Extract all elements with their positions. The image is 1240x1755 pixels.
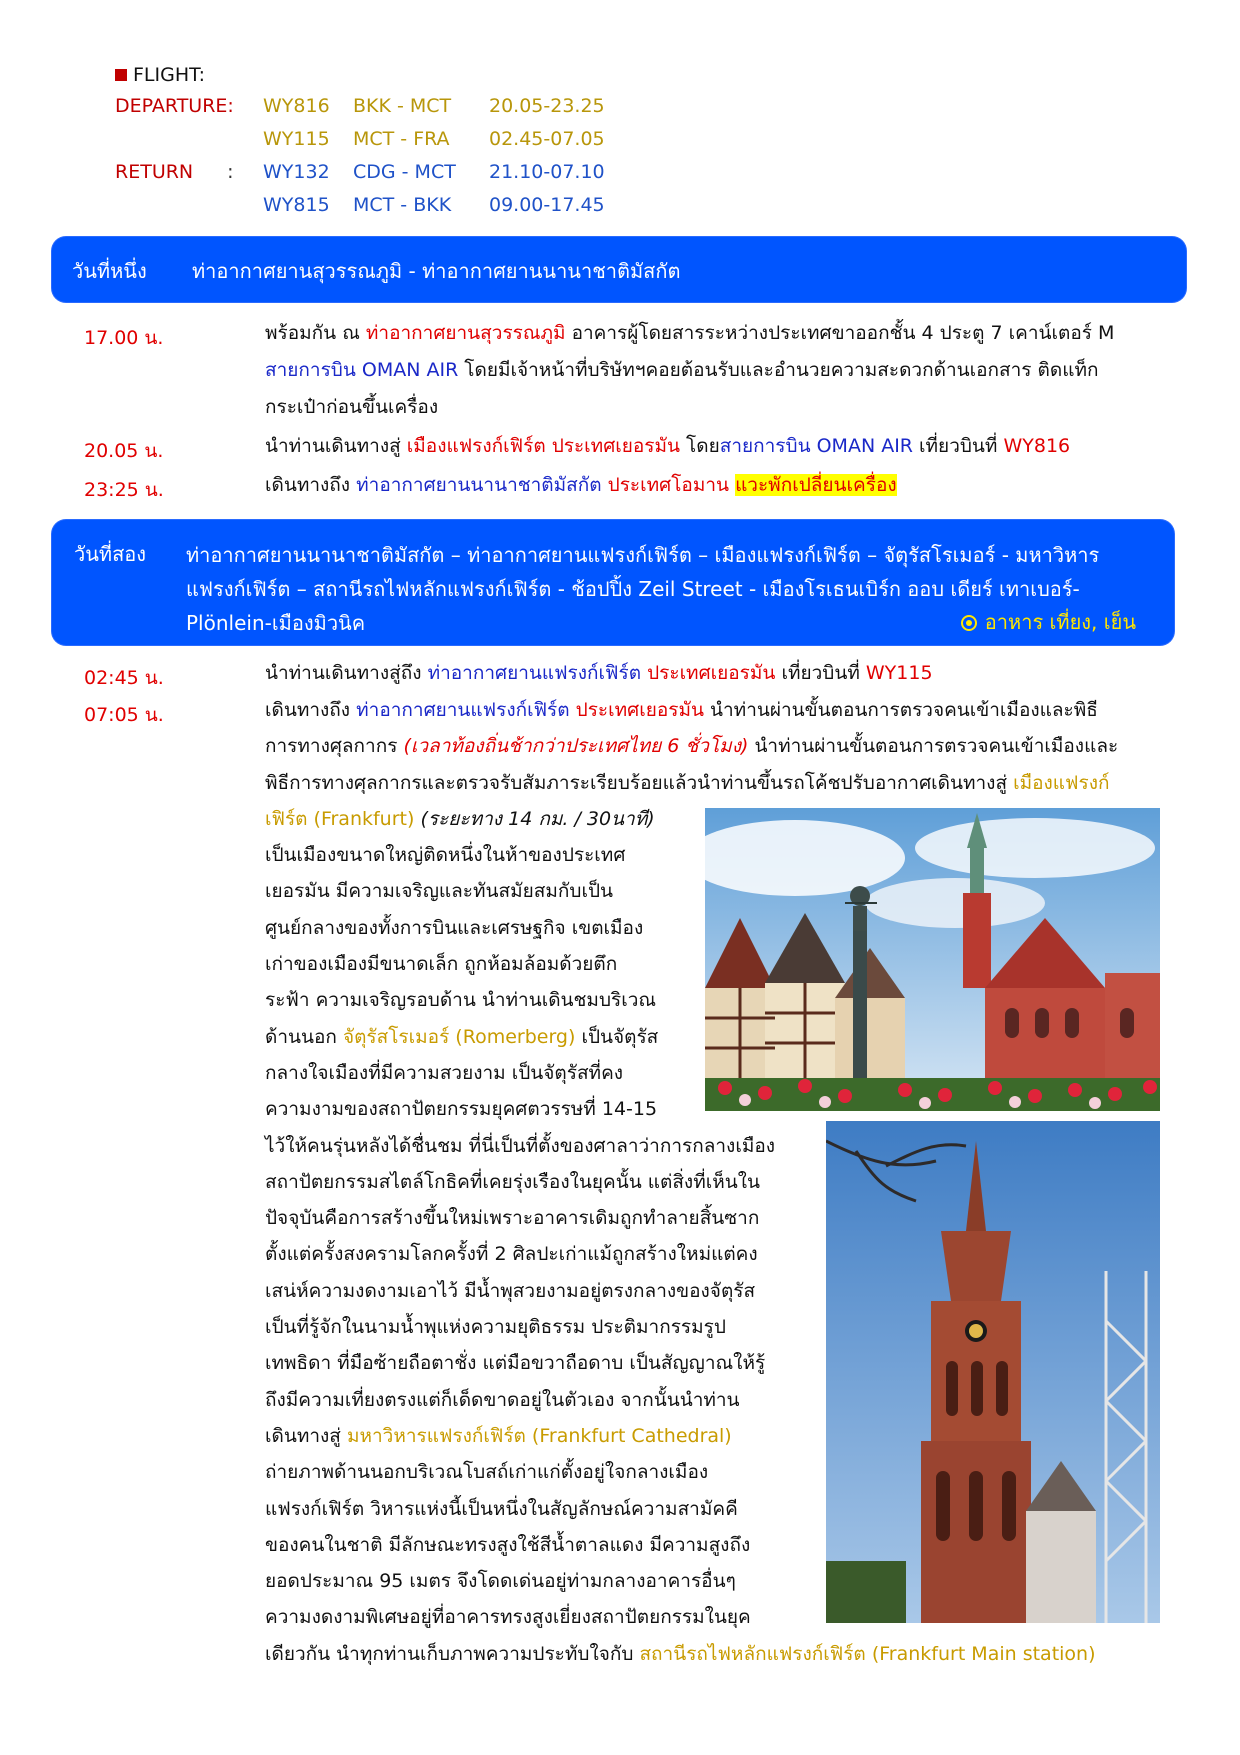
flight-route: BKK - MCT (353, 95, 452, 117)
cathedral-photo (826, 1121, 1160, 1623)
flight-row (115, 123, 619, 156)
highlight-transfer: แวะพักเปลี่ยนเครื่อง (735, 474, 897, 496)
flight-time: 02.45-07.05 (489, 128, 605, 150)
flight-row (115, 90, 619, 123)
event-text: เดินทางถึง ท่าอากาศยานนานาชาติมัสกัต ประเทศโอมาน แวะพักเปลี่ยนเครื่อง (265, 474, 897, 496)
event-text: พร้อมกัน ณ ท่าอากาศยานสุวรรณภูมิ อาคารผู้โดยสารระหว่างประเทศขาออกชั้น 4 ประตู 7 เคาน์เตอร์ M สายการบิน OMAN AIR โดยมีเจ้าหน้าที่บริษัทฯคอยต้อนรับและอำนวยความสะดวกด้านเอกสาร ติดแท็ก กระเป๋าก่อนขึ้นเครื่อง (265, 322, 1115, 418)
event-text: นำท่านเดินทางสู่ถึง ท่าอากาศยานแฟรงก์เฟิร์ต ประเทศเยอรมัน เที่ยวบินที่ WY115 (265, 662, 933, 684)
flight-route: CDG - MCT (353, 161, 456, 183)
event-text: นำท่านเดินทางสู่ เมืองแฟรงก์เฟิร์ต ประเทศเยอรมัน โดยสายการบิน OMAN AIR เที่ยวบินที่ WY816 (265, 435, 1071, 457)
flight-time: 21.10-07.10 (489, 161, 605, 183)
day2-label: วันที่สอง (74, 542, 147, 566)
meal-plate-icon (961, 615, 977, 631)
flight-number: WY115 (263, 128, 330, 150)
flight-time: 20.05-23.25 (489, 95, 605, 117)
day1-banner (52, 237, 1186, 302)
day1-label: วันที่หนึ่ง (72, 259, 147, 283)
flight-row (115, 189, 619, 222)
event-time: 17.00 น. (84, 327, 164, 349)
day1-title: ท่าอากาศยานสุวรรณภูมิ - ท่าอากาศยานนานาชาติมัสกัต (192, 259, 681, 283)
day2-banner (52, 520, 1174, 645)
flight-row-colon: : (227, 161, 234, 183)
flight-number: WY816 (263, 95, 330, 117)
event-time: 02:45 น. (84, 667, 164, 689)
flight-number: WY815 (263, 194, 330, 216)
flight-row-label: DEPARTURE: (115, 95, 234, 117)
bullet-square-icon (115, 69, 127, 81)
event-time: 20.05 น. (84, 440, 164, 462)
flight-time: 09.00-17.45 (489, 194, 605, 216)
flight-info (115, 60, 619, 222)
flight-route: MCT - BKK (353, 194, 452, 216)
romerberg-photo (705, 808, 1160, 1111)
flight-number: WY132 (263, 161, 330, 183)
event-time: 23:25 น. (84, 479, 164, 501)
day2-title: ท่าอากาศยานนานาชาติมัสกัต – ท่าอากาศยานแฟรงก์เฟิร์ต – เมืองแฟรงก์เฟิร์ต – จัตุรัสโรเมอร์ - มหาวิหาร แฟรงก์เฟิร์ต – สถานีรถไฟหลักแฟรงก์เฟิร์ต - ช้อปปิ้ง Zeil Street - เมืองโรเธนเบิร์ก ออบ เดียร์ เทาเบอร์- Plönlein-เมืองมิวนิค (186, 543, 1100, 635)
event-time: 07:05 น. (84, 704, 164, 726)
event-text-long: เดินทางถึง ท่าอากาศยานแฟรงก์เฟิร์ต ประเทศเยอรมัน นำท่านผ่านขั้นตอนการตรวจคนเข้าเมืองและพิธี การทางศุลกากร (เวลาท้องถิ่นช้ากว่าประเทศไทย 6 ชั่วโมง) นำท่านผ่านขั้นตอนการตรวจคนเข้าเมืองและ พิธีการทางศุลกากรและตรวจรับสัมภาระเรียบร้อยแล้วนำท่านขึ้นรถโค้ชปรับอากาศเดินทางสู่ เมืองแฟรงก์ เฟิร์ต (Frankfurt) (ระยะทาง 14 กม. / 30นาที) เป็นเมืองขนาดใหญ่ติดหนึ่งในห้าของประเทศ เยอรมัน มีความเจริญและทันสมัยสมกับเป็น ศูนย์กลางของทั้งการบินและเศรษฐกิจ เขตเมือง เก่าของเมืองมีขนาดเล็ก ถูกห้อมล้อมด้วยตึก ระฟ้า ความเจริญรอบด้าน นำท่านเดินชมบริเวณ ด้านนอก จัตุรัสโรเมอร์ (Romerberg) เป็นจัตุรัส กลางใจเมืองที่มีความสวยงาม เป็นจัตุรัสที่คง ความงามของสถาปัตยกรรมยุคศตวรรษที่ 14-15 ไว้ให้คนรุ่นหลังได้ชื่นชม ที่นี่เป็นที่ตั้งของศาลาว่าการกลางเมือง สถาปัตยกรรมสไตล์โกธิคที่เคยรุ่งเรืองในยุคนั้น แต่สิ่งที่เห็นใน ปัจจุบันคือการสร้างขึ้นใหม่เพราะอาคารเดิมถูกทำลายสิ้นซาก ตั้งแต่ครั้งสงครามโลกครั้งที่ 2 ศิลปะเก่าแม้ถูกสร้างใหม่แต่คง เสน่ห์ความงดงามเอาไว้ มีน้ำพุสวยงามอยู่ตรงกลางของจัตุรัส เป็นที่รู้จักในนามน้ำพุแห่งความยุติธรรม ประติมากรรมรูป เทพธิดา ที่มือซ้ายถือตาชั่ง แต่มือขวาถือดาบ เป็นสัญญาณให้รู้ ถึงมีความเที่ยงตรงแต่ก็เด็ดขาดอยู่ในตัวเอง จากนั้นนำท่าน เดินทางสู่ มหาวิหารแฟรงก์เฟิร์ต (Frankfurt Cathedral) ถ่ายภาพด้านนอกบริเวณโบสถ์เก่าแก่ตั้งอยู่ใจกลางเมือง แฟรงก์เฟิร์ต วิหารแห่งนี้เป็นหนึ่งในสัญลักษณ์ความสามัคคี ของคนในชาติ มีลักษณะทรงสูงใช้สีน้ำตาลแดง มีความสูงถึง ยอดประมาณ 95 เมตร จึงโดดเด่นอยู่ท่ามกลางอาคารอื่นๆ ความงดงามพิเศษอยู่ที่อาคารทรงสูงเยี่ยงสถาปัตยกรรมในยุค เดียวกัน นำทุกท่านเก็บภาพความประทับใจกับ สถานีรถไฟหลักแฟรงก์เฟิร์ต (Frankfurt Main station) (265, 699, 1119, 1665)
flight-route: MCT - FRA (353, 128, 450, 150)
flight-header: FLIGHT: (115, 60, 619, 90)
flight-row-label: RETURN : (115, 156, 263, 189)
flight-row (115, 156, 619, 189)
meals-info: อาหาร เที่ยง, เย็น (961, 606, 1136, 638)
